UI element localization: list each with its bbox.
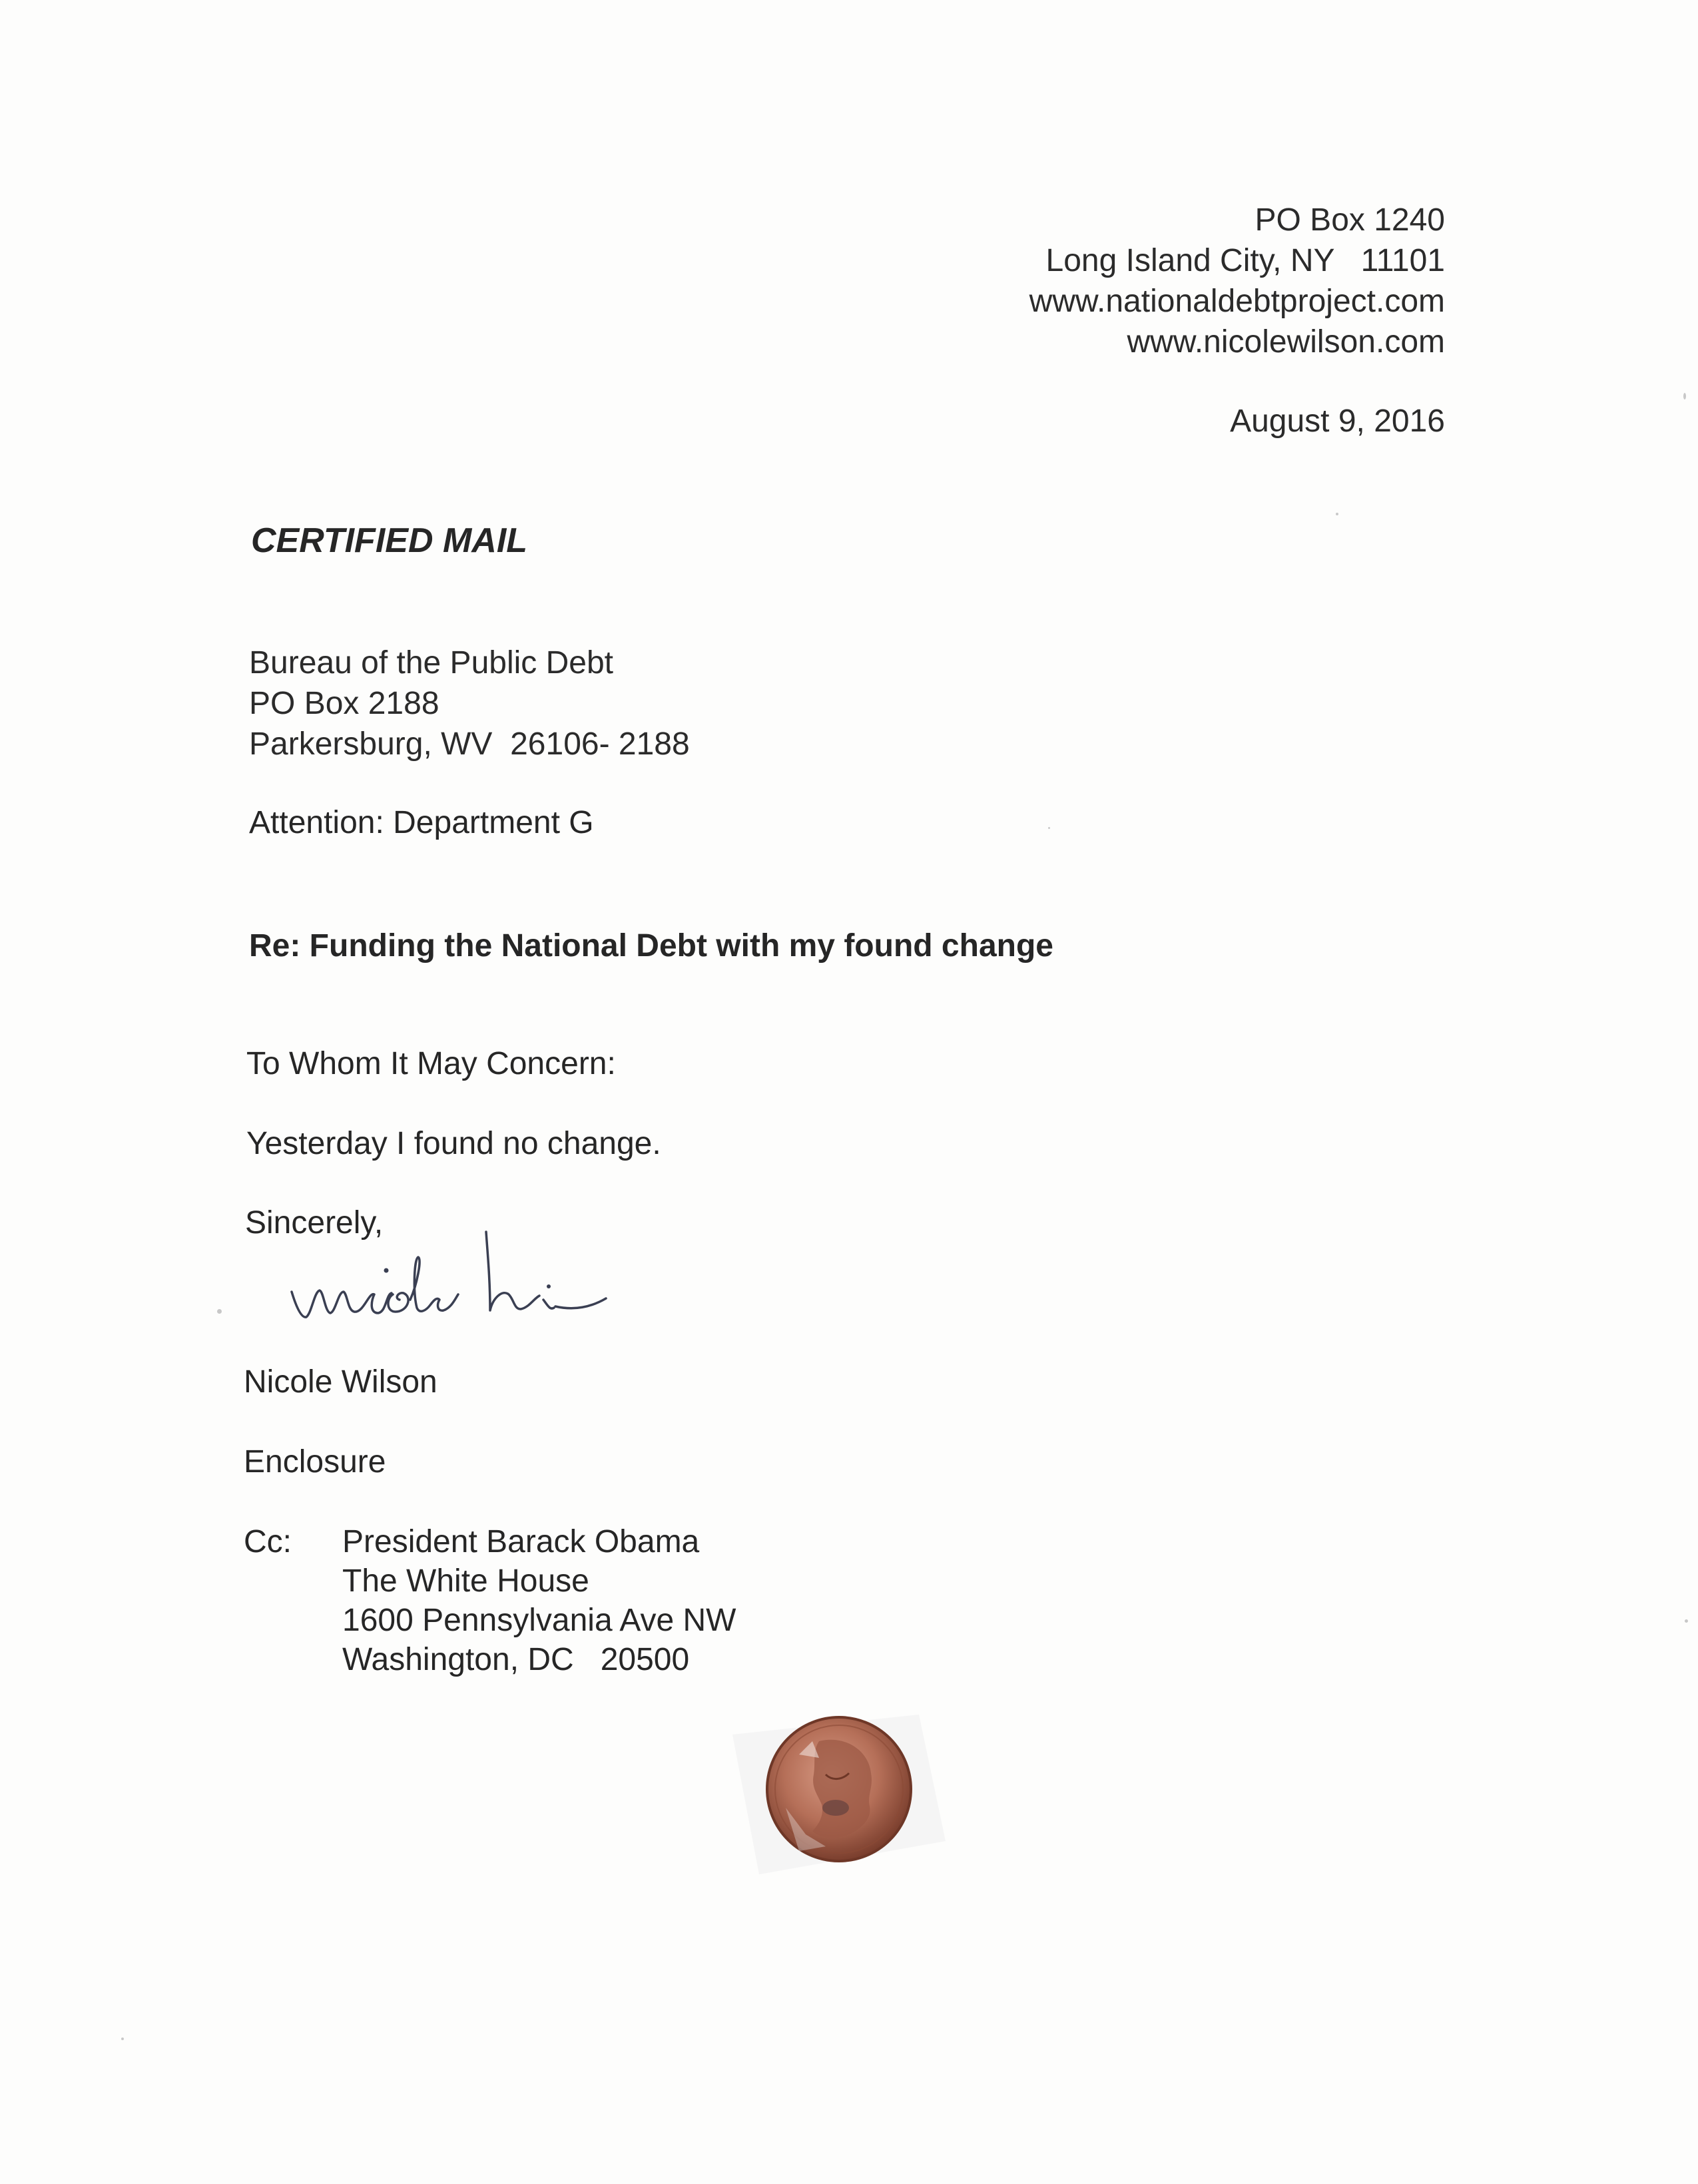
sender-website-2: www.nicolewilson.com — [1127, 324, 1445, 360]
scan-speck — [121, 2038, 124, 2040]
sender-website-1: www.nationaldebtproject.com — [1029, 284, 1445, 319]
recipient-address-line1: PO Box 2188 — [249, 686, 439, 721]
scan-speck — [217, 1309, 222, 1314]
recipient-address-line2: Parkersburg, WV 26106- 2188 — [249, 726, 690, 762]
scan-speck — [1685, 1619, 1688, 1623]
cc-address — [342, 1522, 736, 1679]
sender-address-line1: PO Box 1240 — [1255, 202, 1445, 238]
attention-line: Attention: Department G — [249, 805, 594, 840]
sender-address — [1029, 200, 1445, 362]
cc-address-line3: Washington, DC 20500 — [342, 1642, 690, 1677]
letter-body: Yesterday I found no change. — [246, 1126, 661, 1161]
scan-speck — [1048, 827, 1050, 829]
cc-name: President Barack Obama — [342, 1524, 700, 1559]
closing: Sincerely, — [245, 1205, 384, 1240]
cc-label: Cc: — [244, 1524, 292, 1559]
subject-line: Re: Funding the National Debt with my found change — [249, 928, 1053, 963]
recipient-name: Bureau of the Public Debt — [249, 645, 614, 681]
letter-date: August 9, 2016 — [1230, 404, 1445, 439]
signer-name: Nicole Wilson — [244, 1364, 437, 1400]
salutation: To Whom It May Concern: — [246, 1046, 616, 1081]
cc-address-line2: 1600 Pennsylvania Ave NW — [342, 1603, 736, 1638]
recipient-address — [249, 643, 690, 764]
enclosure-note: Enclosure — [244, 1444, 386, 1480]
handwritten-signature-icon — [286, 1225, 659, 1342]
scan-speck — [1336, 513, 1338, 515]
certified-mail-heading: CERTIFIED MAIL — [251, 521, 528, 560]
sender-address-line2: Long Island City, NY 11101 — [1045, 243, 1445, 278]
cc-address-line1: The White House — [342, 1563, 589, 1599]
scan-speck — [1683, 393, 1686, 400]
penny-coin-icon — [719, 1695, 959, 1898]
